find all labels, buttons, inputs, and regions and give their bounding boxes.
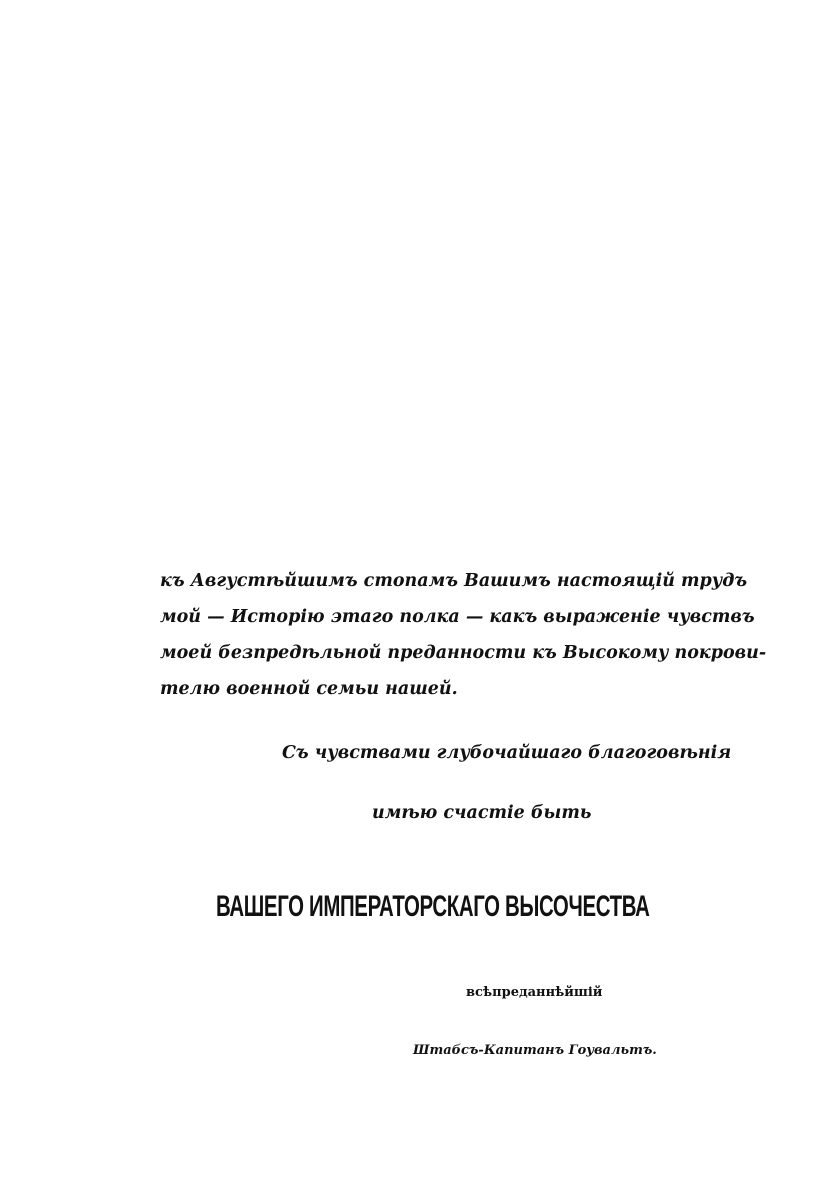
dedication-line-4: телю военной семьи нашей.	[160, 679, 458, 699]
closing-phrase: Съ чувствами глубочайшаго благоговѣнія	[282, 743, 732, 763]
dedication-line-2: мой — Исторію этаго полка — какъ выраженіе чувствъ	[160, 607, 755, 627]
author-signature: Штабсъ-Капитанъ Гоувальтъ.	[413, 1043, 657, 1058]
dedication-paragraph	[160, 563, 767, 707]
dedication-line-1: къ Августѣйшимъ стопамъ Вашимъ настоящій трудъ	[160, 571, 748, 591]
signoff-text: всѣпреданнѣйшій	[466, 985, 603, 1000]
closing-phrase-2: имѣю счастіе быть	[372, 803, 592, 823]
imperial-address-heading: ВАШЕГО ИМПЕРАТОРСКАГО ВЫСОЧЕСТВА	[216, 890, 650, 923]
dedication-line-3: моей безпредѣльной преданности къ Высокому покрови-	[160, 643, 767, 663]
